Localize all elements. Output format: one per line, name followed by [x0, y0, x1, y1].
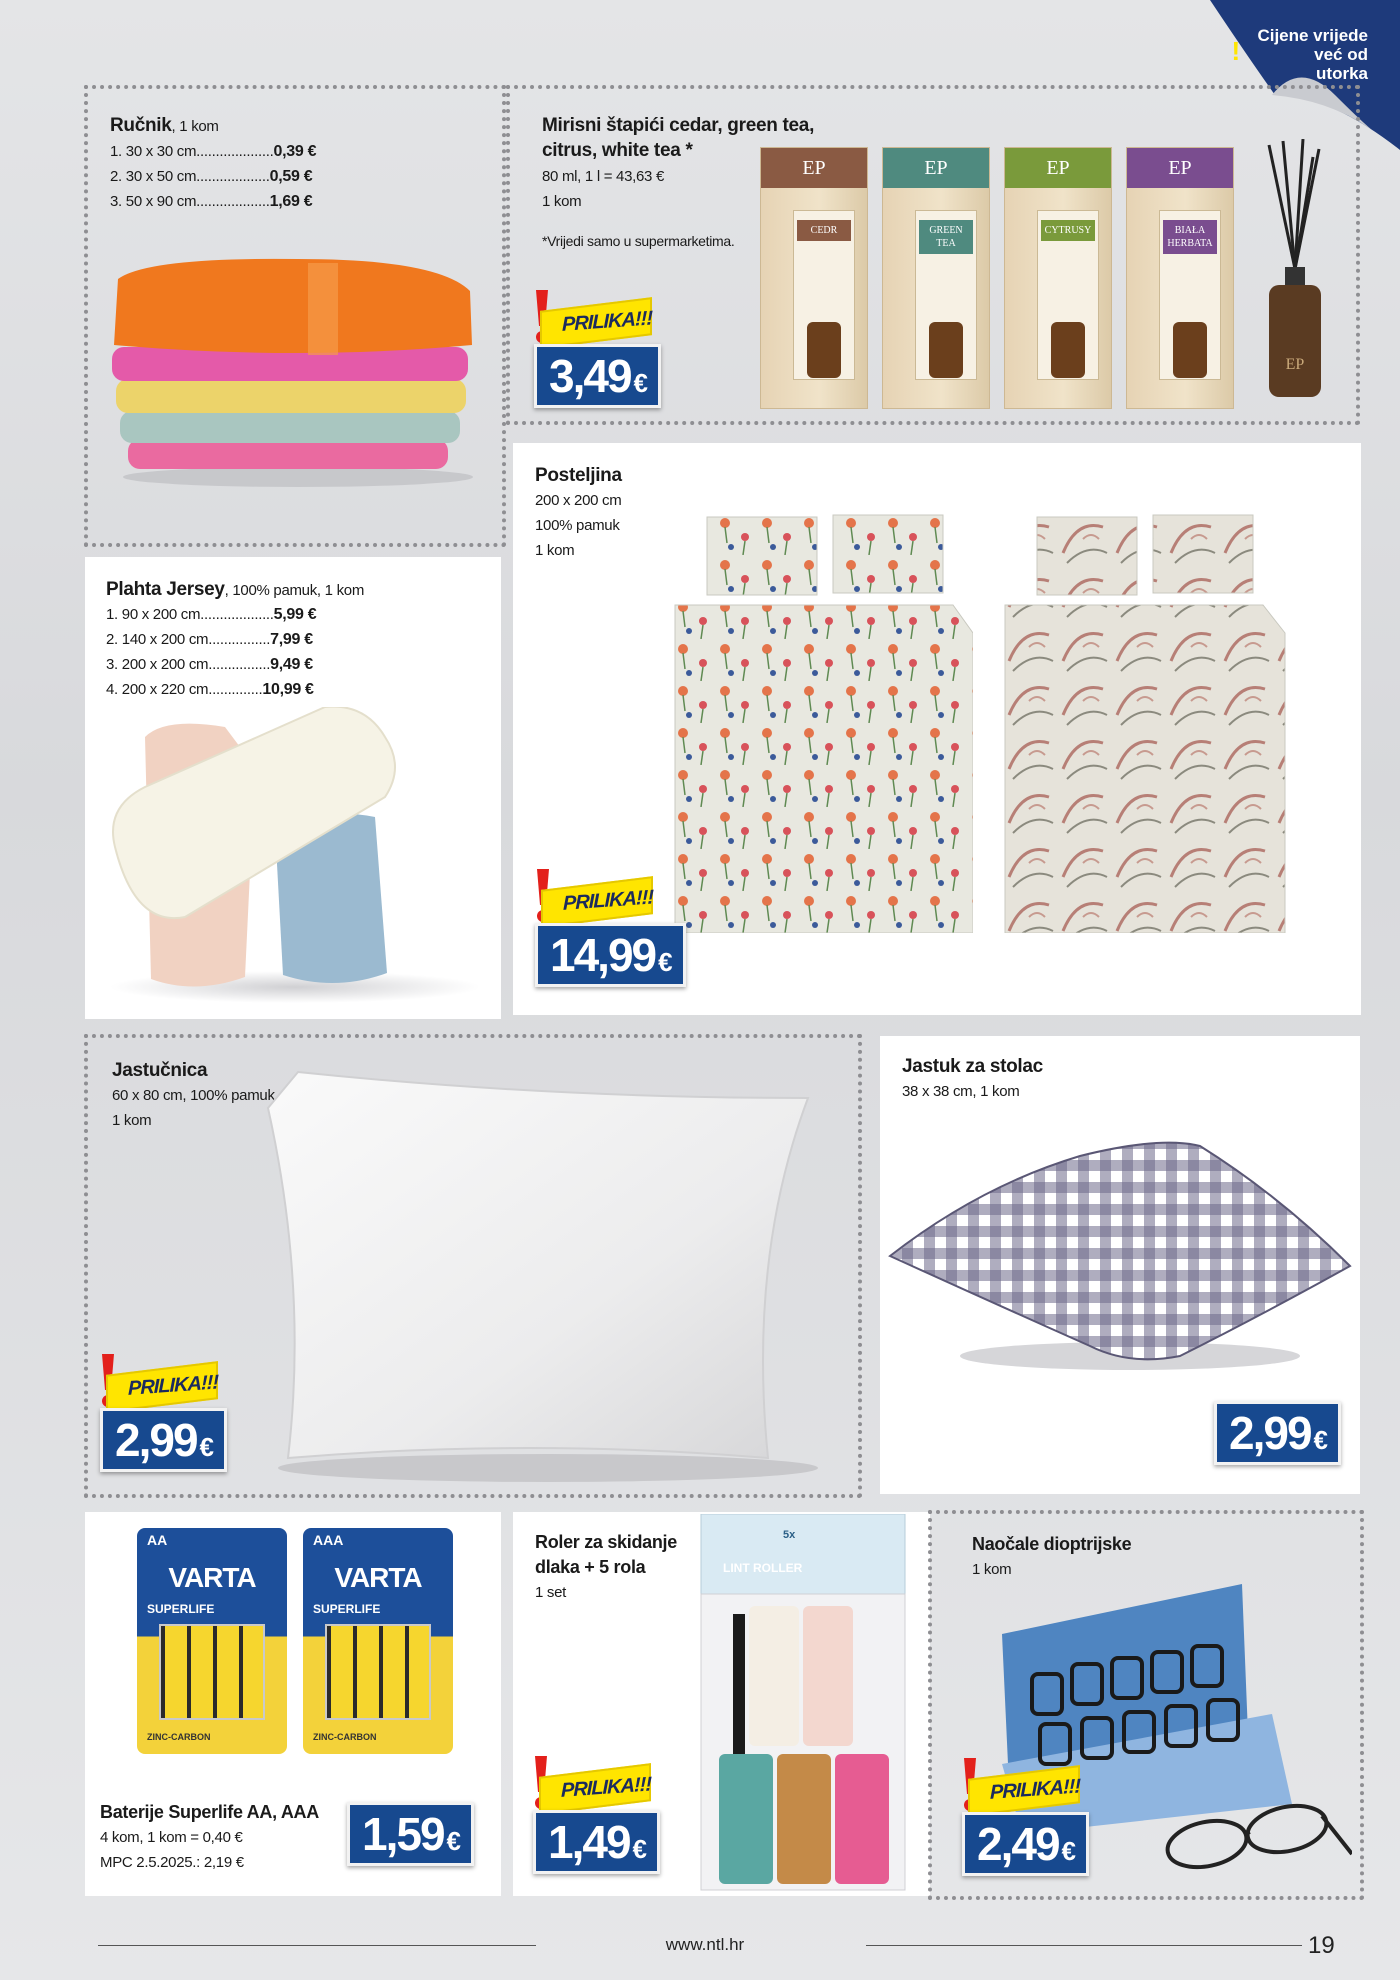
pillowcase-price: 2,99 € [100, 1408, 227, 1472]
diffuser-bottle-image [1255, 139, 1335, 409]
battery-brand: VARTA [168, 1562, 256, 1593]
cushion-price: 2,99 € [1214, 1401, 1341, 1465]
diffuser-title-1: Mirisni štapići cedar, green tea, [542, 115, 815, 136]
diffuser-panel [506, 85, 1360, 425]
sheet-spec: , 100% pamuk, 1 kom [224, 582, 365, 599]
validity-line1: Cijene vrijede [1257, 26, 1368, 45]
cushion-title: Jastuk za stolac [902, 1056, 1043, 1077]
box-bottle [1051, 322, 1085, 378]
pillow-image [248, 1058, 828, 1488]
batteries-unit-price: 4 kom, 1 kom = 0,40 € [100, 1829, 243, 1846]
box-brand-band: EP [883, 148, 989, 188]
box-bottle [807, 322, 841, 378]
prilika-label: PRILIKA!!! [106, 1361, 218, 1413]
battery-size: AAA [313, 1532, 344, 1548]
diffuser-box [1004, 147, 1112, 409]
validity-line2: već od [1314, 45, 1368, 64]
batteries-title: Baterije Superlife AA, AAA [100, 1802, 319, 1822]
prilika-label: PRILIKA!!! [968, 1765, 1080, 1817]
svg-text:EP: EP [1285, 356, 1305, 373]
price-line: 3. 200 x 200 cm................9,49 € [106, 656, 313, 673]
glasses-price: 2,49 € [962, 1812, 1089, 1876]
sheet-title: Plahta Jersey [106, 579, 225, 600]
roller-price: 1,49 € [533, 1810, 660, 1874]
sheet-header [106, 577, 364, 603]
roller-qty: 1 set [535, 1584, 567, 1601]
box-scent-label: CEDR [797, 220, 851, 241]
svg-text:LINT ROLLER: LINT ROLLER [723, 1561, 803, 1575]
batteries-panel [85, 1512, 501, 1896]
price-line: 4. 200 x 220 cm..............10,99 € [106, 681, 314, 698]
bedding-floral-image [673, 513, 973, 933]
glasses-panel [928, 1510, 1364, 1900]
batteries-mpc: MPC 2.5.2025.: 2,19 € [100, 1854, 244, 1871]
sheet-price-list [106, 602, 316, 702]
battery-pack [137, 1528, 287, 1754]
batteries-price: 1,59 € [347, 1802, 474, 1866]
towel-price-list [110, 139, 316, 214]
diffuser-volume: 80 ml, 1 l = 43,63 € [542, 168, 664, 185]
towel-title: Ručnik [110, 115, 172, 136]
cushion-panel [880, 1036, 1360, 1494]
box-scent-label: GREEN TEA [919, 220, 973, 254]
bedding-qty: 1 kom [535, 542, 575, 559]
bedding-price: 14,99 € [535, 923, 686, 987]
cushion-spec: 38 x 38 cm, 1 kom [902, 1083, 1020, 1100]
bedding-material: 100% pamuk [535, 517, 620, 534]
prilika-label: PRILIKA!!! [540, 297, 652, 349]
pillowcase-panel [84, 1034, 862, 1498]
box-bottle [1173, 322, 1207, 378]
price-line: 3. 50 x 90 cm...................1,69 € [110, 193, 313, 210]
footer-divider-right [866, 1945, 1302, 1946]
bedding-title: Posteljina [535, 465, 622, 486]
price-line: 1. 90 x 200 cm...................5,99 € [106, 606, 317, 623]
bedding-panel [513, 443, 1361, 1015]
footer-divider-left [98, 1945, 536, 1946]
box-bottle [929, 322, 963, 378]
exclamation-icon: ! [1231, 36, 1241, 66]
diffuser-box [760, 147, 868, 409]
diffuser-title-2: citrus, white tea * [542, 140, 693, 161]
lint-roller-image [693, 1514, 913, 1892]
prilika-label: PRILIKA!!! [539, 1763, 651, 1815]
battery-line: SUPERLIFE [147, 1602, 215, 1616]
prilika-label: PRILIKA!!! [541, 876, 653, 928]
battery-type: ZINC-CARBON [147, 1732, 211, 1742]
validity-line3: utorka [1316, 64, 1368, 83]
page-number: 19 [1308, 1932, 1335, 1959]
svg-text:5x: 5x [783, 1529, 796, 1541]
price-line: 2. 30 x 50 cm...................0,59 € [110, 168, 313, 185]
sheet-panel [85, 557, 501, 1019]
towel-header [110, 113, 219, 139]
diffuser-box [1126, 147, 1234, 409]
price-line: 2. 140 x 200 cm................7,99 € [106, 631, 313, 648]
pillowcase-spec: 60 x 80 cm, 100% pamuk [112, 1087, 275, 1104]
box-scent-label: BIAŁA HERBATA [1163, 220, 1217, 254]
box-scent-label: CYTRUSY [1041, 220, 1095, 241]
diffuser-box [882, 147, 990, 409]
towel-qty: , 1 kom [171, 118, 219, 135]
battery-line: SUPERLIFE [313, 1602, 381, 1616]
glasses-title: Naočale dioptrijske [972, 1534, 1132, 1554]
bedding-paisley-image [1003, 513, 1303, 933]
glasses-qty: 1 kom [972, 1561, 1012, 1578]
towel-stack-image [108, 249, 488, 489]
box-brand-band: EP [1127, 148, 1233, 188]
price-line: 1. 30 x 30 cm....................0,39 € [110, 143, 317, 160]
battery-cells [325, 1624, 431, 1720]
diffuser-note: *Vrijedi samo u supermarketima. [542, 233, 735, 249]
battery-type: ZINC-CARBON [313, 1732, 377, 1742]
roller-title-1: Roler za skidanje [535, 1532, 677, 1552]
roller-title-2: dlaka + 5 rola [535, 1557, 646, 1577]
roller-panel [513, 1512, 930, 1896]
validity-text [1231, 26, 1368, 83]
battery-brand: VARTA [334, 1562, 422, 1593]
sheet-rolls-image [105, 707, 485, 1007]
box-brand-band: EP [1005, 148, 1111, 188]
website-link[interactable]: www.ntl.hr [665, 1935, 745, 1954]
towel-panel [84, 85, 506, 547]
cushion-image [880, 1116, 1360, 1376]
diffuser-qty: 1 kom [542, 193, 582, 210]
battery-pack [303, 1528, 453, 1754]
box-brand-band: EP [761, 148, 867, 188]
battery-cells [159, 1624, 265, 1720]
diffuser-price: 3,49 € [534, 344, 661, 408]
bedding-size: 200 x 200 cm [535, 492, 622, 509]
pillowcase-qty: 1 kom [112, 1112, 152, 1129]
battery-size: AA [147, 1532, 168, 1548]
pillowcase-title: Jastučnica [112, 1060, 208, 1081]
